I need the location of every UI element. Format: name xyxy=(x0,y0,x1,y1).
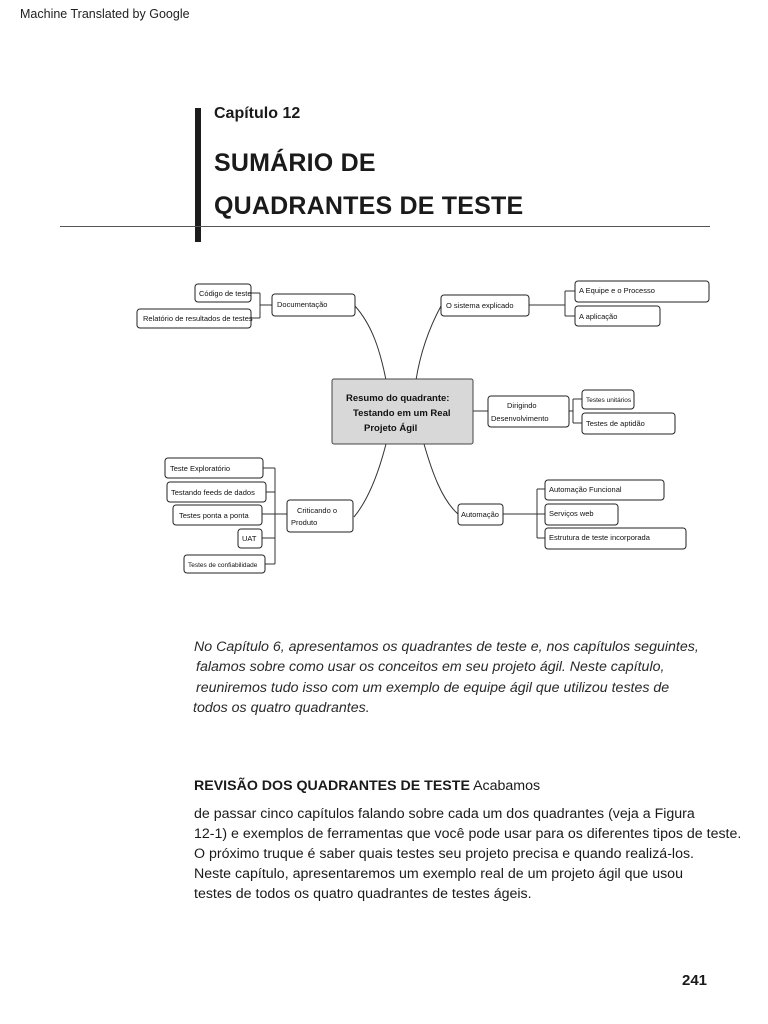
node-testes-unitarios xyxy=(582,390,634,409)
node-criticando-line-2: Produto xyxy=(291,518,318,527)
center-node xyxy=(332,379,473,444)
node-ponta-a-ponta-label: Testes ponta a ponta xyxy=(179,511,249,520)
center-node-line-3: Projeto Ágil xyxy=(364,423,418,434)
node-confiabilidade xyxy=(184,555,265,573)
node-automacao-label: Automação xyxy=(461,510,499,519)
node-automacao-funcional-label: Automação Funcional xyxy=(549,485,622,494)
node-automacao-funcional xyxy=(545,480,664,500)
node-relatorio-label: Relatório de resultados de testes xyxy=(143,314,253,323)
intro-line-3: reuniremos tudo isso com um exemplo de equipe ágil que utilizou testes de xyxy=(196,680,670,696)
node-confiabilidade-label: Testes de confiabilidade xyxy=(188,562,258,569)
node-feeds-dados xyxy=(167,482,266,502)
intro-line-4: todos os quatro quadrantes. xyxy=(193,700,370,716)
node-criticando-produto xyxy=(287,500,353,532)
node-dirigindo-line-2: Desenvolvimento xyxy=(491,414,549,423)
page-number: 241 xyxy=(682,972,708,989)
node-documentacao xyxy=(272,294,355,316)
node-criticando-line-1: Criticando o xyxy=(297,506,338,515)
chapter-label: Capítulo 12 xyxy=(214,105,301,122)
node-uat-label: UAT xyxy=(242,534,257,543)
node-testes-unitarios-label: Testes unitários xyxy=(586,397,632,404)
review-heading-line xyxy=(194,778,540,794)
node-teste-exploratorio xyxy=(165,458,263,478)
node-ponta-a-ponta xyxy=(173,505,262,525)
center-node-line-2: Testando em um Real xyxy=(353,408,451,419)
review-line-2: 12-1) e exemplos de ferramentas que você pode usar para os diferentes tipos de teste. xyxy=(194,826,742,842)
review-line-5: testes de todos os quatro quadrantes de testes ágeis. xyxy=(194,886,532,902)
review-heading: REVISÃO DOS QUADRANTES DE TESTE xyxy=(194,778,470,794)
node-dirigindo-line-1: Dirigindo xyxy=(507,401,537,410)
node-uat xyxy=(238,529,262,548)
review-heading-tail: Acabamos xyxy=(469,778,541,794)
chapter-title-line-2: QUADRANTES DE TESTE xyxy=(214,192,524,220)
node-aplicacao-label: A aplicação xyxy=(579,312,618,321)
node-testes-aptidao-label: Testes de aptidão xyxy=(586,419,645,428)
node-feeds-dados-label: Testando feeds de dados xyxy=(171,488,255,497)
review-line-4: Neste capítulo, apresentaremos um exemplo real de um projeto ágil que usou xyxy=(194,866,683,882)
node-estrutura-teste-label: Estrutura de teste incorporada xyxy=(549,533,650,542)
node-aplicacao xyxy=(575,306,660,326)
node-equipe-processo-label: A Equipe e o Processo xyxy=(579,286,655,295)
intro-line-2: falamos sobre como usar os conceitos em seu projeto ágil. Neste capítulo, xyxy=(196,659,665,675)
node-codigo-teste xyxy=(195,284,252,302)
node-servicos-web-label: Serviços web xyxy=(549,509,594,518)
node-sistema-explicado-label: O sistema explicado xyxy=(446,301,514,310)
node-estrutura-teste xyxy=(545,528,686,549)
center-node-line-1: Resumo do quadrante: xyxy=(346,393,450,404)
node-servicos-web xyxy=(545,504,618,525)
node-equipe-processo xyxy=(575,281,709,302)
node-documentacao-label: Documentação xyxy=(277,300,328,309)
node-dirigindo-desenvolvimento xyxy=(488,396,569,427)
node-teste-exploratorio-label: Teste Exploratório xyxy=(170,464,231,473)
review-line-3: O próximo truque é saber quais testes seu projeto precisa e quando realizá-los. xyxy=(194,846,694,862)
chapter-title-line-1: SUMÁRIO DE xyxy=(214,149,376,177)
node-codigo-teste-label: Código de teste xyxy=(199,289,252,298)
intro-line-1: No Capítulo 6, apresentamos os quadrantes de teste e, nos capítulos seguintes, xyxy=(194,639,699,655)
review-line-1: de passar cinco capítulos falando sobre cada um dos quadrantes (veja a Figura xyxy=(194,806,695,822)
node-automacao xyxy=(458,504,503,525)
node-relatorio xyxy=(137,309,253,328)
node-sistema-explicado xyxy=(441,295,529,316)
node-testes-aptidao xyxy=(582,413,675,434)
watermark: Machine Translated by Google xyxy=(20,7,190,21)
